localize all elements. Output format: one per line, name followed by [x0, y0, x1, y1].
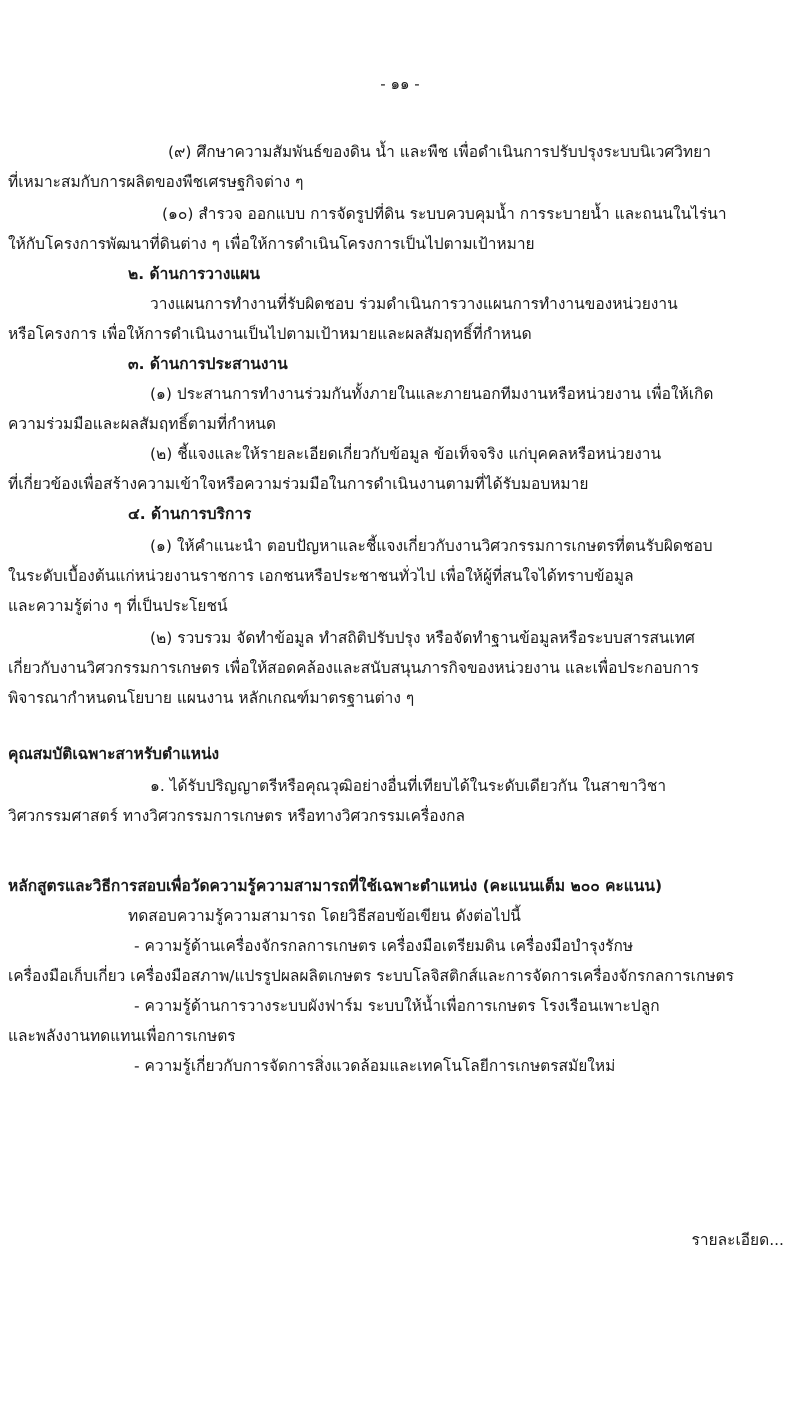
qualifications-line-2: วิศวกรรมศาสตร์ ทางวิศวกรรมการเกษตร หรือทางวิศวกรรมเครื่องกล — [8, 807, 466, 825]
exam-topic-1-line-1: - ความรู้ด้านเครื่องจักรกลการเกษตร เครื่องมือเตรียมดิน เครื่องมือบำรุงรักษ — [134, 937, 634, 955]
duty-item-10-line-1: (๑๐) สำรวจ ออกแบบ การจัดรูปที่ดิน ระบบควบคุมน้ำ การระบายน้ำ และถนนในไร่นา — [162, 205, 727, 223]
service-item-1-line-1: (๑) ให้คำแนะนำ ตอบปัญหาและชี้แจงเกี่ยวกับงานวิศวกรรมการเกษตรที่ตนรับผิดชอบ — [150, 537, 713, 555]
coordination-item-2-line-1: (๒) ชี้แจงและให้รายละเอียดเกี่ยวกับข้อมูล ข้อเท็จจริง แก่บุคคลหรือหน่วยงาน — [150, 445, 662, 463]
duty-item-10-line-2: ให้กับโครงการพัฒนาที่ดินต่าง ๆ เพื่อให้การดำเนินโครงการเป็นไปตามเป้าหมาย — [8, 235, 535, 253]
duty-item-9-line-1: (๙) ศึกษาความสัมพันธ์ของดิน น้ำ และพืช เพื่อดำเนินการปรับปรุงระบบนิเวศวิทยา — [168, 143, 711, 161]
exam-topic-2-line-1: - ความรู้ด้านการวางระบบผังฟาร์ม ระบบให้น้ำเพื่อการเกษตร โรงเรือนเพาะปลูก — [134, 997, 660, 1015]
duty-item-9-line-2: ที่เหมาะสมกับการผลิตของพืชเศรษฐกิจต่าง ๆ — [8, 173, 304, 191]
qualifications-line-1: ๑. ได้รับปริญญาตรีหรือคุณวุฒิอย่างอื่นที่เทียบได้ในระดับเดียวกัน ในสาขาวิชา — [150, 777, 667, 795]
service-item-2-line-2: เกี่ยวกับงานวิศวกรรมการเกษตร เพื่อให้สอดคล้องและสนับสนุนภารกิจของหน่วยงาน และเพื่อประกอบการ — [8, 659, 699, 677]
planning-line-1: วางแผนการทำงานที่รับผิดชอบ ร่วมดำเนินการวางแผนการทำงานของหน่วยงาน — [150, 295, 678, 313]
exam-heading: หลักสูตรและวิธีการสอบเพื่อวัดความรู้ความสามารถที่ใช้เฉพาะตำแหน่ง (คะแนนเต็ม ๒๐๐ คะแนน) — [8, 877, 663, 895]
page-number: - ๑๑ - — [380, 75, 420, 93]
coordination-item-1-line-1: (๑) ประสานการทำงานร่วมกันทั้งภายในและภายนอกทีมงานหรือหน่วยงาน เพื่อให้เกิด — [150, 385, 714, 403]
qualifications-heading: คุณสมบัติเฉพาะสาหรับตำแหน่ง — [8, 745, 220, 763]
coordination-item-1-line-2: ความร่วมมือและผลสัมฤทธิ์ตามที่กำหนด — [8, 415, 277, 433]
service-item-1-line-3: และความรู้ต่าง ๆ ที่เป็นประโยชน์ — [8, 597, 228, 615]
exam-topic-1-line-2: เครื่องมือเก็บเกี่ยว เครื่องมือสภาพ/แปรรูปผลผลิตเกษตร ระบบโลจิสติกส์และการจัดการเครื่องจักรกลการเกษตร — [8, 967, 734, 985]
exam-topic-3-line-1: - ความรู้เกี่ยวกับการจัดการสิ่งแวดล้อมและเทคโนโลยีการเกษตรสมัยใหม่ — [134, 1057, 616, 1075]
service-item-1-line-2: ในระดับเบื้องต้นแก่หน่วยงานราชการ เอกชนหรือประชาชนทั่วไป เพื่อให้ผู้ที่สนใจได้ทราบข้อมูล — [8, 567, 634, 585]
planning-heading: ๒. ด้านการวางแผน — [128, 265, 260, 283]
continuation-note: รายละเอียด... — [691, 1231, 784, 1249]
exam-intro: ทดสอบความรู้ความสามารถ โดยวิธีสอบข้อเขียน ดังต่อไปนี้ — [128, 907, 521, 925]
planning-line-2: หรือโครงการ เพื่อให้การดำเนินงานเป็นไปตามเป้าหมายและผลสัมฤทธิ์ที่กำหนด — [8, 325, 532, 343]
service-item-2-line-1: (๒) รวบรวม จัดทำข้อมูล ทำสถิติปรับปรุง หรือจัดทำฐานข้อมูลหรือระบบสารสนเทศ — [150, 629, 695, 647]
service-heading: ๔. ด้านการบริการ — [128, 505, 252, 523]
coordination-item-2-line-2: ที่เกี่ยวข้องเพื่อสร้างความเข้าใจหรือความร่วมมือในการดำเนินงานตามที่ได้รับมอบหมาย — [8, 475, 589, 493]
exam-topic-2-line-2: และพลังงานทดแทนเพื่อการเกษตร — [8, 1027, 236, 1045]
coordination-heading: ๓. ด้านการประสานงาน — [128, 355, 288, 373]
service-item-2-line-3: พิจารณากำหนดนโยบาย แผนงาน หลักเกณฑ์มาตรฐานต่าง ๆ — [8, 689, 415, 707]
